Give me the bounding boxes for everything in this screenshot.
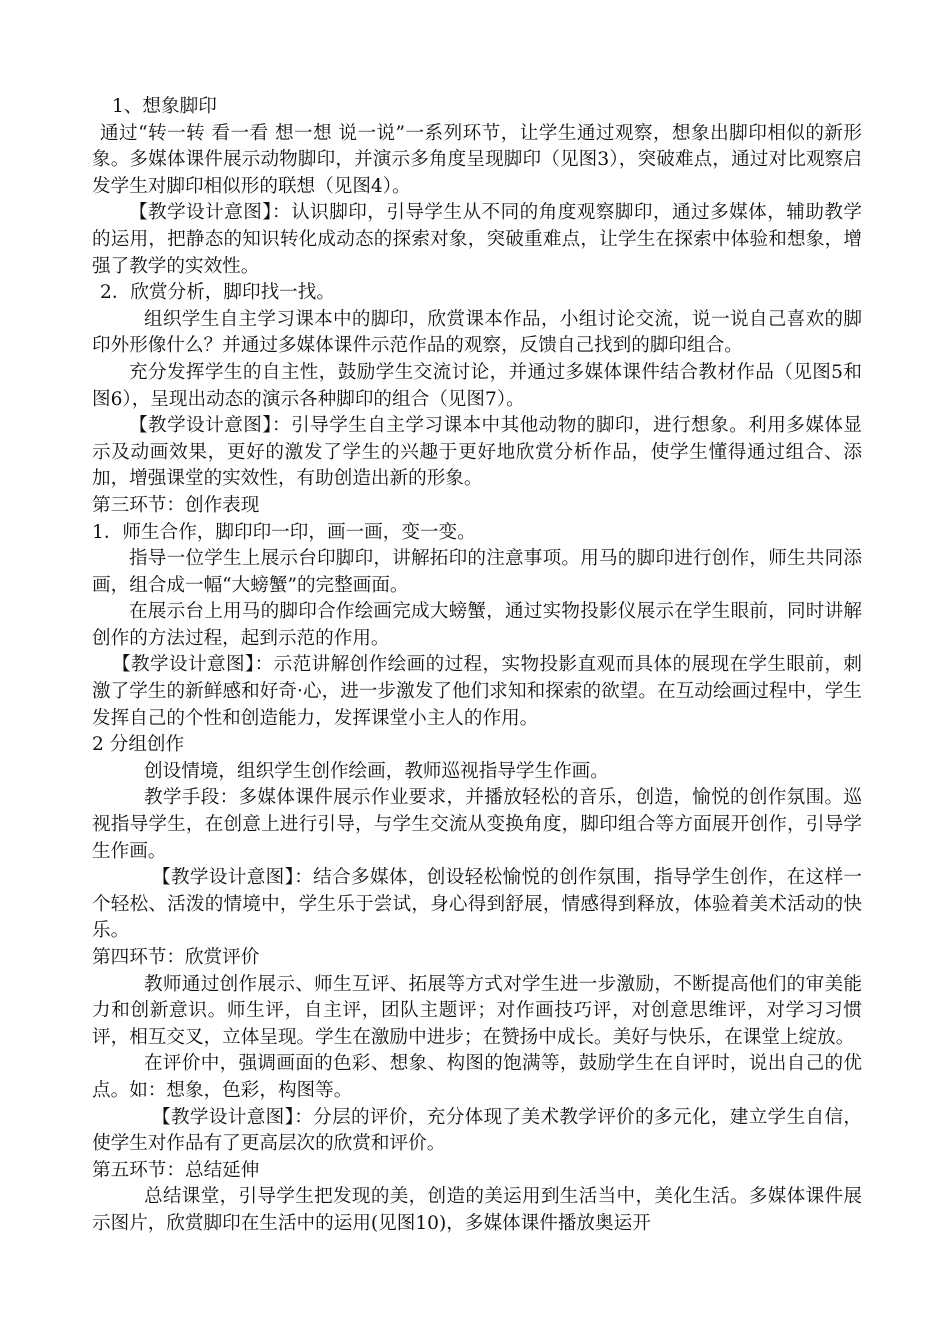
paragraph-4: 2．欣赏分析，脚印找一找。 [100, 282, 335, 304]
paragraph-3: 【教学设计意图】：认识脚印，引导学生从不同的角度观察脚印，通过多媒体，辅助教学的运用，把静态的知识转化成动态的探索对象，突破重难点，让学生在探索中体验和想象，增强了教学的实效性。 [92, 202, 862, 277]
paragraph-12: 【教学设计意图】：示范讲解创作绘画的过程，实物投影直观而具体的展现在学生眼前，刺激了学生的新鲜感和好奇·心，进一步激发了他们求知和探索的欲望。在互动绘画过程中，学生发挥自己的个性和创造能力，发挥课堂小主人的作用。 [92, 654, 862, 729]
section-heading-5: 第五环节：总结延伸 [92, 1159, 260, 1181]
paragraph-14: 创设情境，组织学生创作绘画，教师巡视指导学生作画。 [144, 760, 609, 782]
paragraph-13: 2 分组创作 [92, 734, 185, 756]
section-heading-4: 第四环节：欣赏评价 [92, 947, 260, 968]
paragraph-9: 1．师生合作，脚印印一印，画一画，变一变。 [92, 521, 476, 543]
paragraph-20: 【教学设计意图】：分层的评价，充分体现了美术教学评价的多元化，建立学生自信，使学生对作品有了更高层次的欣赏和评价。 [92, 1106, 862, 1155]
paragraph-2: 通过“转一转 看一看 想一想 说一说”一系列环节，让学生通过观察，想象出脚印相似的新形象。多媒体课件展示动物脚印，并演示多角度呈现脚印（见图3），突破难点，通过对比观察启发学生对脚印相似形的联想（见图4）。 [92, 122, 862, 197]
paragraph-19: 在评价中，强调画面的色彩、想象、构图的饱满等，鼓励学生在自评时，说出自己的优点。如：想象，色彩，构图等。 [92, 1053, 862, 1101]
paragraph-15: 教学手段：多媒体课件展示作业要求，并播放轻松的音乐，创造，愉悦的创作氛围。巡视指导学生，在创意上进行引导，与学生交流从变换角度，脚印组合等方面展开创作，引导学生作画。 [92, 787, 862, 862]
paragraph-16: 【教学设计意图】：结合多媒体，创设轻松愉悦的创作氛围，指导学生创作，在这样一个轻松、活泼的情境中，学生乐于尝试，身心得到舒展，情感得到释放，体验着美术活动的快乐。 [92, 867, 862, 942]
paragraph-11: 在展示台上用马的脚印合作绘画完成大螃蟹，通过实物投影仪展示在学生眼前，同时讲解创作的方法过程，起到示范的作用。 [92, 601, 862, 649]
section-heading-3: 第三环节：创作表现 [92, 494, 260, 516]
paragraph-5: 组织学生自主学习课本中的脚印，欣赏课本作品，小组讨论交流，说一说自己喜欢的脚印外形像什么？并通过多媒体课件示范作品的观察，反馈自己找到的脚印组合。 [92, 308, 862, 357]
paragraph-10: 指导一位学生上展示台印脚印，讲解拓印的注意事项。用马的脚印进行创作，师生共同添画，组合成一幅“大螃蟹”的完整画面。 [92, 548, 862, 596]
paragraph-18: 教师通过创作展示、师生互评、拓展等方式对学生进一步激励，不断提高他们的审美能力和创新意识。师生评，自主评，团队主题评；对作画技巧评，对创意思维评，对学习习惯评，相互交叉，立体呈现。学生在激励中进步；在赞扬中成长。美好与快乐，在课堂上绽放。 [92, 973, 862, 1048]
paragraph-6: 充分发挥学生的自主性，鼓励学生交流讨论，并通过多媒体课件结合教材作品（见图5和图6），呈现出动态的演示各种脚印的组合（见图7）。 [92, 361, 862, 410]
paragraph-22: 总结课堂，引导学生把发现的美，创造的美运用到生活当中，美化生活。多媒体课件展示图片，欣赏脚印在生活中的运用(见图10)，多媒体课件播放奥运开 [92, 1186, 862, 1234]
paragraph-1: 1、想象脚印 [112, 96, 217, 117]
document-body [92, 94, 862, 1238]
paragraph-7: 【教学设计意图】：引导学生自主学习课本中其他动物的脚印，进行想象。利用多媒体显示及动画效果，更好的激发了学生的兴趣于更好地欣赏分析作品，使学生懂得通过组合、添加，增强课堂的实效性，有助创造出新的形象。 [92, 415, 862, 490]
